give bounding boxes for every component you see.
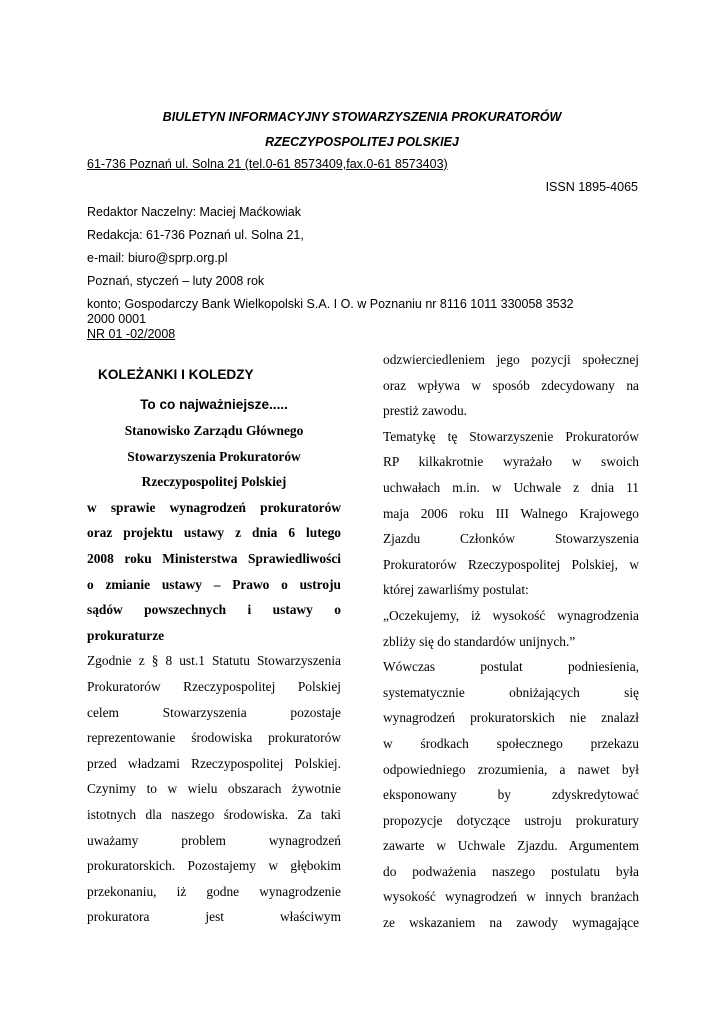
email-line: e-mail: biuro@sprp.org.pl: [87, 251, 228, 265]
issn: ISSN 1895-4065: [545, 180, 638, 194]
subject-line: o zmianie ustawy – Prawo o ustroju: [87, 576, 341, 592]
right-column: [383, 347, 639, 936]
body-line: istotnych dla naszego środowiska. Za taki: [87, 806, 341, 822]
body-line: odpowiedniego zrozumienia, a nawet był: [383, 761, 639, 777]
body-line: przed władzami Rzeczypospolitej Polskiej.: [87, 755, 341, 771]
left-column: [87, 362, 341, 930]
date-line: Poznań, styczeń – luty 2008 rok: [87, 274, 265, 288]
body-line: prestiż zawodu.: [383, 403, 468, 419]
body-line: Wówczas postulat podniesienia,: [383, 659, 639, 675]
body-line: uważamy problem wynagrodzeń: [87, 832, 341, 848]
quote-line: „Oczekujemy, iż wysokość wynagrodzenia: [383, 607, 639, 623]
body-line: systematycznie obniżających się: [383, 684, 639, 700]
subject-line: sądów powszechnych i ustawy o: [87, 602, 341, 618]
body-line: Tematykę tę Stowarzyszenie Prokuratorów: [383, 428, 639, 444]
subheading: To co najważniejsze.....: [140, 397, 288, 412]
body-line: Czynimy to w wielu obszarach żywotnie: [87, 781, 341, 797]
body-line: uchwałach m.in. w Uchwale z dnia 11: [383, 479, 639, 495]
body-line: eksponowany by zdyskredytować: [383, 787, 639, 803]
body-line: przekonaniu, iż godne wynagrodzenie: [87, 883, 341, 899]
body-line: prokuratora jest właściwym: [87, 909, 341, 925]
body-line: Prokuratorów Rzeczypospolitej Polskiej, w: [383, 556, 639, 572]
address-line: 61-736 Poznań ul. Solna 21 (tel.0-61 8573409,fax.0-61 8573403): [87, 157, 448, 171]
body-line: Zjazdu Członków Stowarzyszenia: [383, 531, 639, 547]
quote-line: zbliży się do standardów unijnych.”: [383, 633, 576, 649]
body-line: odzwierciedleniem jego pozycji społecznej: [383, 352, 639, 367]
office-line: Redakcja: 61-736 Poznań ul. Solna 21,: [87, 228, 304, 242]
body-line: zawarte w Uchwale Zjazdu. Argumentem: [383, 838, 639, 854]
body-line: wysokość wynagrodzeń w innych branżach: [383, 889, 639, 905]
bulletin-title-line2: RZECZYPOSPOLITEJ POLSKIEJ: [265, 135, 459, 149]
subject-line: oraz projektu ustawy z dnia 6 lutego: [87, 525, 341, 541]
bulletin-title-line1: BIULETYN INFORMACYJNY STOWARZYSZENIA PROKURATORÓW: [162, 110, 562, 124]
body-line: ze wskazaniem na zawody wymagające: [383, 915, 639, 931]
section-heading: KOLEŻANKI I KOLEDZY: [98, 367, 254, 382]
statement-line: Rzeczypospolitej Polskiej: [141, 474, 287, 490]
body-line: reprezentowanie środowiska prokuratorów: [87, 730, 341, 746]
statement-line: Stowarzyszenia Prokuratorów: [127, 448, 301, 464]
body-line: prokuratorskich. Pozostajemy w głębokim: [87, 858, 341, 874]
account-line-2: 2000 0001: [87, 312, 147, 326]
subject-line: w sprawie wynagrodzeń prokuratorów: [87, 499, 341, 515]
subject-line: prokuraturze: [87, 627, 165, 643]
issue-number: NR 01 -02/2008: [87, 327, 176, 341]
body-line: której zawarliśmy postulat:: [383, 582, 529, 598]
body-line: Zgodnie z § 8 ust.1 Statutu Stowarzyszenia: [87, 653, 341, 669]
body-line: w środkach społecznego przekazu: [383, 735, 639, 751]
body-line: oraz wpływa w sposób zdecydowany na: [383, 377, 639, 393]
editor-line: Redaktor Naczelny: Maciej Maćkowiak: [87, 205, 301, 219]
body-line: wynagrodzeń prokuratorskich nie znalazł: [383, 710, 639, 726]
account-line-1: konto; Gospodarczy Bank Wielkopolski S.A. I O. w Poznaniu nr 8116 1011 330058 3532: [87, 297, 574, 311]
body-line: Prokuratorów Rzeczypospolitej Polskiej: [87, 678, 341, 694]
subject-line: 2008 roku Ministerstwa Sprawiedliwości: [87, 550, 341, 566]
body-line: maja 2006 roku III Walnego Krajowego: [383, 505, 639, 521]
body-line: celem Stowarzyszenia pozostaje: [87, 704, 341, 720]
statement-line: Stanowisko Zarządu Głównego: [124, 423, 304, 438]
body-line: RP kilkakrotnie wyrażało w swoich: [383, 454, 639, 470]
body-line: propozycje dotyczące ustroju prokuratury: [383, 812, 639, 828]
body-line: do podważenia naszego postulatu była: [383, 863, 639, 879]
